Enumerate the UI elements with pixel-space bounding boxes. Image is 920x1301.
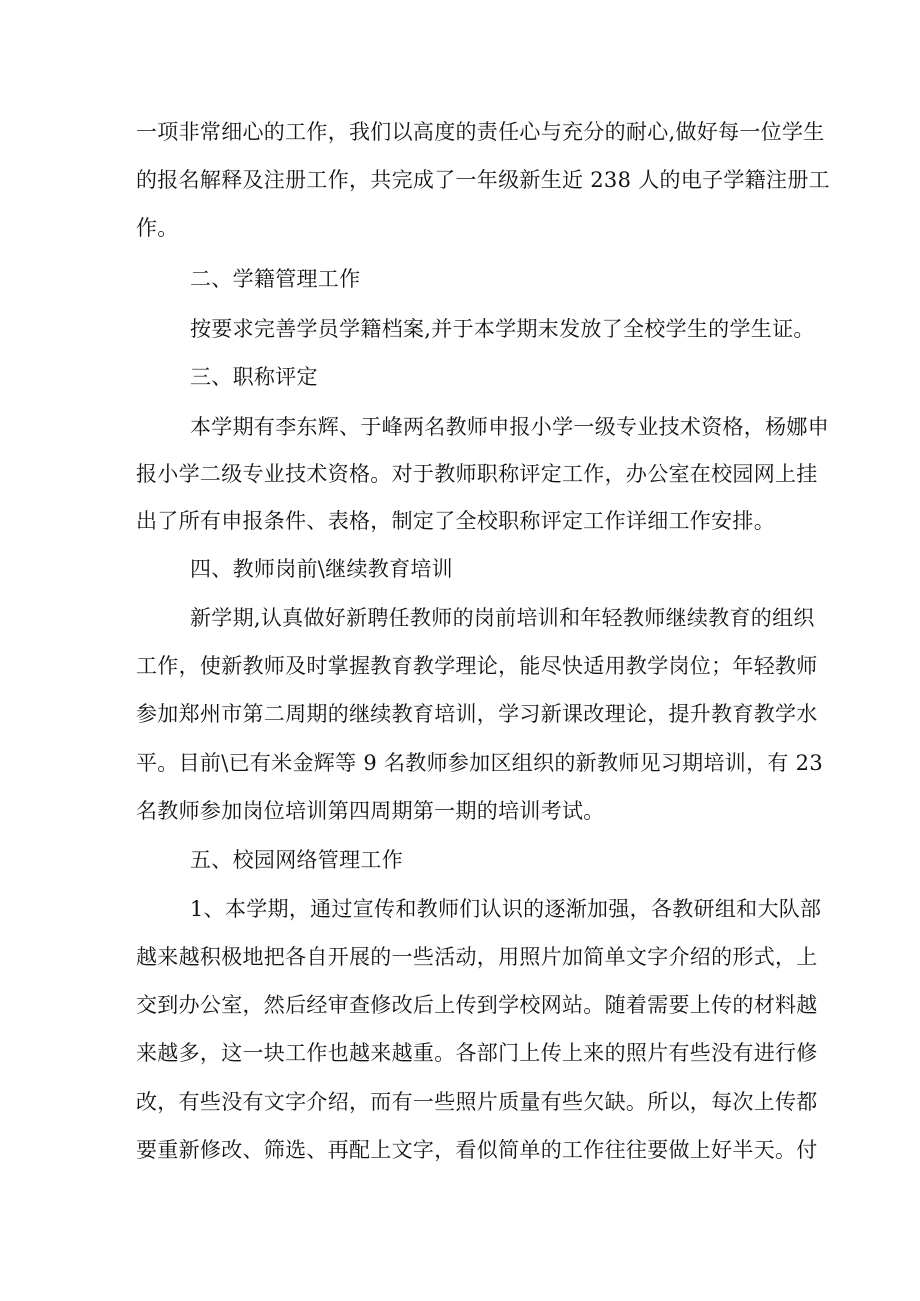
paragraph-line: 的报名解释及注册工作，共完成了一年级新生近 238 人的电子学籍注册工 xyxy=(136,168,830,192)
paragraph-line: 报小学二级专业技术资格。对于教师职称评定工作，办公室在校园网上挂 xyxy=(136,462,818,486)
paragraph-line: 越来越积极地把各自开展的一些活动，用照片加简单文字介绍的形式，上 xyxy=(136,945,818,969)
paragraph-line: 要重新修改、筛选、再配上文字，看似简单的工作往往要做上好半天。付 xyxy=(136,1138,818,1162)
paragraph-line: 本学期有李东辉、于峰两名教师申报小学一级专业技术资格，杨娜申 xyxy=(190,415,829,439)
paragraph-line: 作。 xyxy=(136,216,179,240)
paragraph-line: 出了所有申报条件、表格，制定了全校职称评定工作详细工作安排。 xyxy=(136,509,775,533)
paragraph-line: 按要求完善学员学籍档案,并于本学期末发放了全校学生的学生证。 xyxy=(190,317,815,341)
paragraph-line: 新学期,认真做好新聘任教师的岗前培训和年轻教师继续教育的组织 xyxy=(190,606,815,630)
paragraph-line: 交到办公室，然后经审查修改后上传到学校网站。随着需要上传的材料越 xyxy=(136,993,818,1017)
section-heading: 五、校园网络管理工作 xyxy=(190,848,403,872)
section-heading: 四、教师岗前\继续教育培训 xyxy=(190,557,453,581)
paragraph-line: 参加郑州市第二周期的继续教育培训，学习新课改理论，提升教育教学水 xyxy=(136,702,818,726)
paragraph-line: 1、本学期，通过宣传和教师们认识的逐渐加强，各教研组和大队部 xyxy=(190,897,822,921)
paragraph-line: 一项非常细心的工作，我们以高度的责任心与充分的耐心,做好每一位学生 xyxy=(136,120,825,144)
paragraph-line: 工作，使新教师及时掌握教育教学理论，能尽快适用教学岗位；年轻教师 xyxy=(136,654,818,678)
paragraph-line: 平。目前\已有米金辉等 9 名教师参加区组织的新教师见习期培训，有 23 xyxy=(136,751,823,775)
paragraph-line: 改，有些没有文字介绍，而有一些照片质量有些欠缺。所以，每次上传都 xyxy=(136,1090,818,1114)
paragraph-line: 名教师参加岗位培训第四周期第一期的培训考试。 xyxy=(136,799,605,823)
section-heading: 二、学籍管理工作 xyxy=(190,267,361,291)
section-heading: 三、职称评定 xyxy=(190,365,318,389)
paragraph-line: 来越多，这一块工作也越来越重。各部门上传上来的照片有些没有进行修 xyxy=(136,1041,818,1065)
